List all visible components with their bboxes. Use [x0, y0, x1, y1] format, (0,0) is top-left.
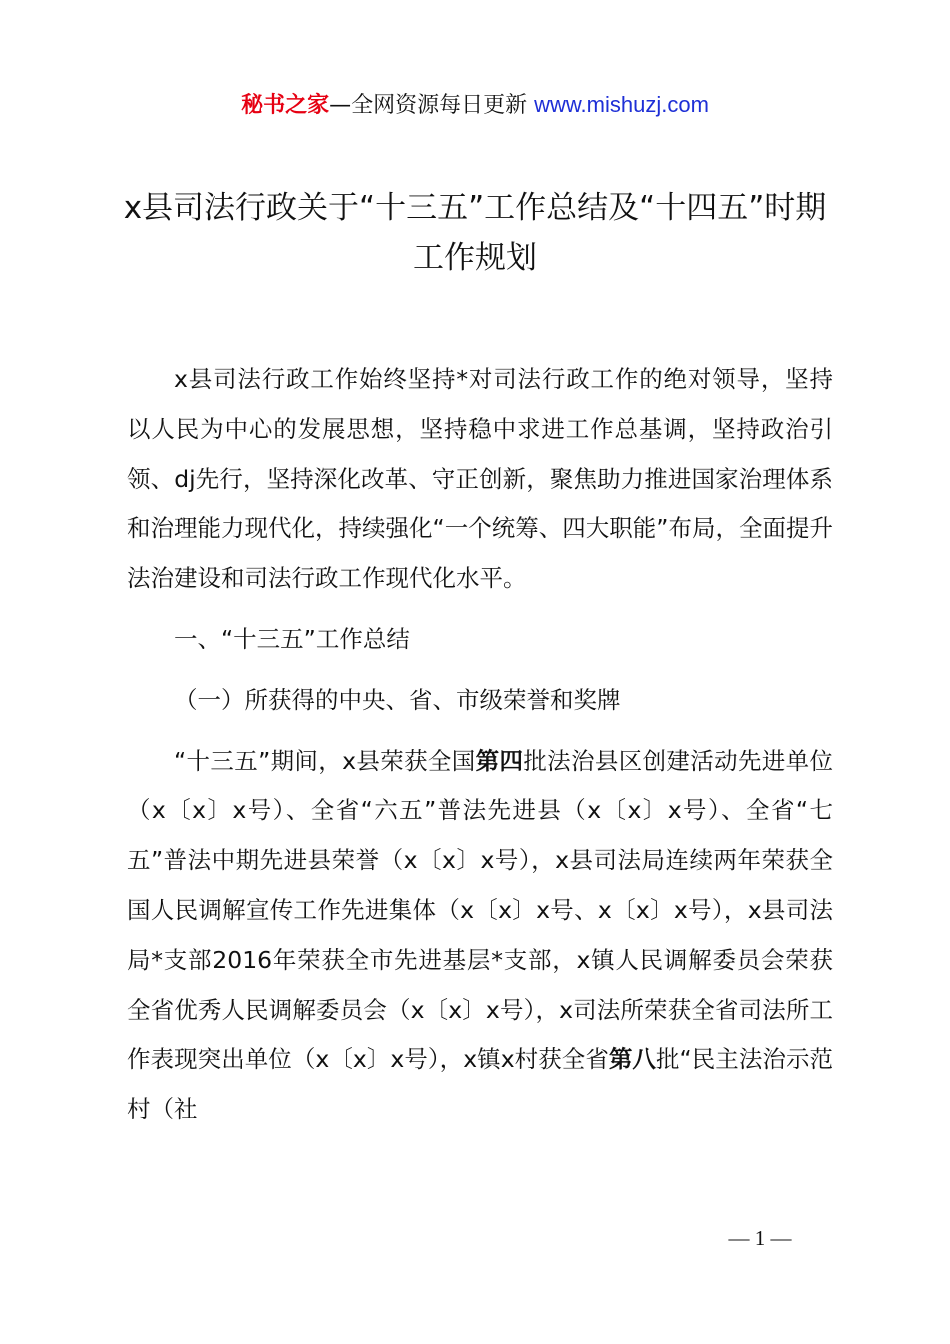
bold-text: 第八 — [608, 1045, 656, 1074]
honors-paragraph — [127, 737, 833, 1135]
section-heading: 一、“十三五”工作总结 — [174, 624, 410, 653]
bold-text: 第四 — [475, 746, 524, 775]
paragraph-text: 批法治县区创建活动先进单位（x〔x〕x号）、全省“六五”普法先进县（x〔x〕x号）、全省“七五”普法中期先进县荣誉（x〔x〕x号），x县司法局连续两年荣获全国人民调解宣传工作先进集体（x〔x〕x号、x〔x〕x号），x县司法局*支部2016年荣获全市先进基层*支部，x镇人民调解委员会荣获全省优秀人民调解委员会（x〔x〕x号），x司法所荣获全省司法所工作表现突出单位（x〔x〕x号），x镇x村获全省 — [127, 746, 833, 1074]
subsection-heading: （一）所获得的中央、省、市级荣誉和奖牌 — [174, 685, 621, 714]
document-title: x县司法行政关于“十三五”工作总结及“十四五”时期工作规划 — [123, 190, 827, 276]
page-number: — 1 — — [728, 1226, 792, 1250]
intro-paragraph: x县司法行政工作始终坚持*对司法行政工作的绝对领导，坚持以人民为中心的发展思想，坚持稳中求进工作总基调，坚持政治引领、dj先行，坚持深化改革、守正创新，聚焦助力推进国家治理体系和治理能力现代化，持续强化“一个统筹、四大职能”布局，全面提升法治建设和司法行政工作现代化水平。 — [127, 365, 833, 593]
paragraph-text: “十三五”期间，x县荣获全国 — [174, 746, 476, 775]
brand-name: 秘书之家 — [241, 93, 330, 118]
paragraph-text: 批“民主法治示范村（社 — [127, 1045, 833, 1124]
site-url-link[interactable]: www.mishuzj.com — [534, 92, 709, 117]
header-tagline: —全网资源每日更新 — [329, 93, 535, 118]
document-body — [127, 355, 833, 1135]
site-header — [0, 88, 950, 123]
